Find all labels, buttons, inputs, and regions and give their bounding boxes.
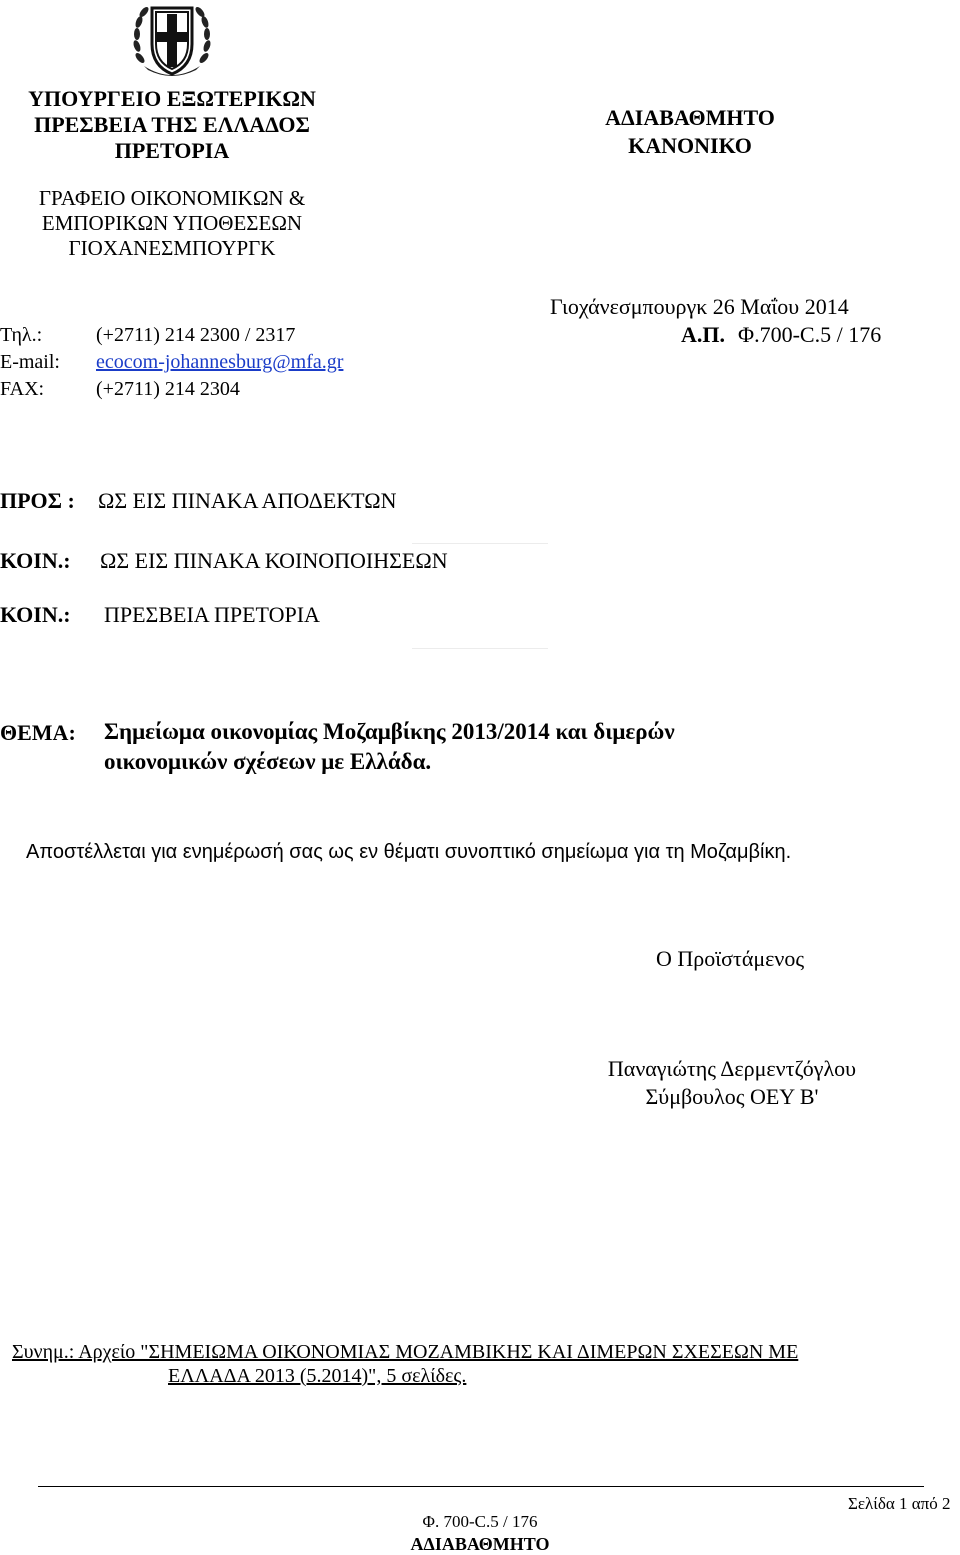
page-number: Σελίδα 1 από 2 — [848, 1494, 951, 1513]
to-label: ΠΡΟΣ : — [0, 488, 75, 513]
email-link[interactable]: ecocom-johannesburg@mfa.gr — [96, 351, 344, 373]
cc2-value: ΠΡΕΣΒΕΙΑ ΠΡΕΤΟΡΙΑ — [104, 602, 320, 627]
email-label: E-mail: — [0, 351, 60, 373]
coat-of-arms-emblem — [130, 0, 214, 82]
office-block — [0, 186, 344, 261]
priority-level: ΚΑΝΟΝΙΚΟ — [628, 133, 752, 158]
footer-classification: ΑΔΙΑΒΑΘΜΗΤΟ — [410, 1534, 550, 1554]
embassy-name: ΠΡΕΣΒΕΙΑ ΤΗΣ ΕΛΛΑΔΟΣ — [34, 112, 310, 137]
signature-position: Σύμβουλος ΟΕΥ Β' — [645, 1084, 819, 1109]
protocol-value: Φ.700-C.5 / 176 — [738, 322, 882, 347]
subject-line-1: Σημείωμα οικονομίας Μοζαμβίκης 2013/2014 και διμερών — [104, 719, 675, 744]
signature-title: Ο Προϊστάμενος — [655, 946, 805, 971]
fax-value: (+2711) 214 2304 — [96, 378, 240, 400]
footer-reference: Φ. 700-C.5 / 176 — [422, 1512, 538, 1531]
footer-rule — [38, 1486, 924, 1487]
place-date: Γιοχάνεσμπουργκ 26 Μαΐου 2014 — [550, 294, 849, 319]
to-value: ΩΣ ΕΙΣ ΠΙΝΑΚΑ ΑΠΟΔΕΚΤΩΝ — [98, 488, 397, 513]
ministry-block — [0, 86, 344, 164]
body-text: Αποστέλλεται για ενημέρωσή σας ως εν θέματι συνοπτικό σημείωμα για τη Μοζαμβίκη. — [26, 841, 792, 863]
subject-text — [104, 717, 675, 777]
attachment-line-1: Συνημ.: Αρχείο "ΣΗΜΕΙΩΜΑ ΟΙΚΟΝΟΜΙΑΣ ΜΟΖΑΜΒΙΚΗΣ ΚΑΙ ΔΙΜΕΡΩΝ ΣΧΕΣΕΩΝ ΜΕ — [12, 1341, 799, 1363]
divider-line — [412, 648, 548, 649]
divider-line — [412, 543, 548, 544]
cc1-value: ΩΣ ΕΙΣ ΠΙΝΑΚΑ ΚΟΙΝΟΠΟΙΗΣΕΩΝ — [100, 548, 448, 573]
cc1-label: ΚΟΙΝ.: — [0, 548, 71, 573]
office-line-1: ΓΡΑΦΕΙΟ ΟΙΚΟΝΟΜΙΚΩΝ & — [38, 186, 306, 210]
subject-label: ΘΕΜΑ: — [0, 720, 76, 745]
subject-line-2: οικονομικών σχέσεων με Ελλάδα. — [104, 749, 432, 774]
fax-label: FAX: — [0, 378, 45, 400]
cc2-label: ΚΟΙΝ.: — [0, 602, 71, 627]
tel-value: (+2711) 214 2300 / 2317 — [96, 324, 296, 346]
attachment-line-2: ΕΛΛΑΔΑ 2013 (5.2014)", 5 σελίδες. — [168, 1365, 467, 1387]
ministry-name: ΥΠΟΥΡΓΕΙΟ ΕΞΩΤΕΡΙΚΩΝ — [28, 86, 316, 111]
office-line-2: ΕΜΠΟΡΙΚΩΝ ΥΠΟΘΕΣΕΩΝ — [41, 211, 303, 235]
classification-block — [560, 104, 820, 160]
embassy-city: ΠΡΕΤΟΡΙΑ — [114, 138, 230, 163]
protocol-label: Α.Π. — [681, 322, 725, 347]
signature-name: Παναγιώτης Δερμεντζόγλου — [607, 1056, 857, 1081]
tel-label: Τηλ.: — [0, 324, 43, 346]
office-line-3: ΓΙΟΧΑΝΕΣΜΠΟΥΡΓΚ — [68, 236, 276, 260]
classification-level: ΑΔΙΑΒΑΘΜΗΤΟ — [605, 105, 775, 130]
